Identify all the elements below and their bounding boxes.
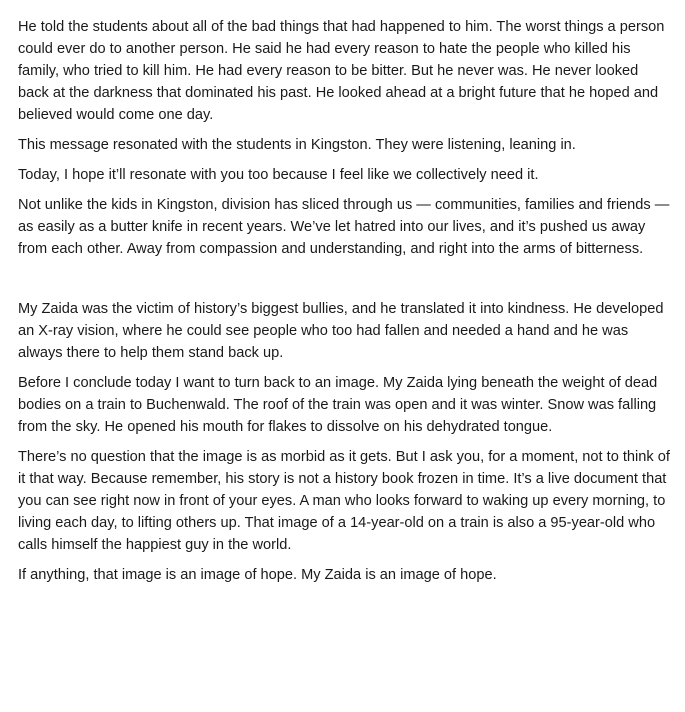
blank-line — [18, 268, 670, 290]
paragraph-3: Today, I hope it’ll resonate with you too because I feel like we collectively need it. — [18, 167, 539, 183]
paragraph-2: This message resonated with the students in Kingston. They were listening, leaning in. — [18, 137, 576, 153]
paragraph-7: There’s no question that the image is as morbid as it gets. But I ask you, for a moment, not to think of it that way. Because remember, his story is not a history book frozen in time. It’s a live document that you can see right now in front of your eyes. A man who looks forward to waking up every morning, to living each day, to lifting others up. That image of a 14-year-old on a train is also a 95-year-old who calls himself the happiest guy in the world. — [18, 449, 670, 553]
document-body — [18, 16, 670, 594]
paragraph-1: He told the students about all of the bad things that had happened to him. The worst things a person could ever do to another person. He said he had every reason to hate the people who killed his family, who tried to kill him. He had every reason to be bitter. But he never was. He never looked back at the darkness that dominated his past. He looked ahead at a bright future that he hoped and believed would come one day. — [18, 19, 665, 123]
paragraph-6: Before I conclude today I want to turn back to an image. My Zaida lying beneath the weight of dead bodies on a train to Buchenwald. The roof of the train was open and it was winter. Snow was falling from the sky. He opened his mouth for flakes to dissolve on his dehydrated tongue. — [18, 375, 658, 435]
paragraph-4: Not unlike the kids in Kingston, division has sliced through us — communities, families and friends — as easily as a butter knife in recent years. We’ve let hatred into our lives, and it’s pushed us away from each other. Away from compassion and understanding, and right into the arms of bitterness. — [18, 197, 670, 257]
paragraph-5: My Zaida was the victim of history’s biggest bullies, and he translated it into kindness. He developed an X-ray vision, where he could see people who too had fallen and needed a hand and he was always there to help them stand back up. — [18, 301, 664, 361]
paragraph-8: If anything, that image is an image of hope. My Zaida is an image of hope. — [18, 567, 497, 583]
